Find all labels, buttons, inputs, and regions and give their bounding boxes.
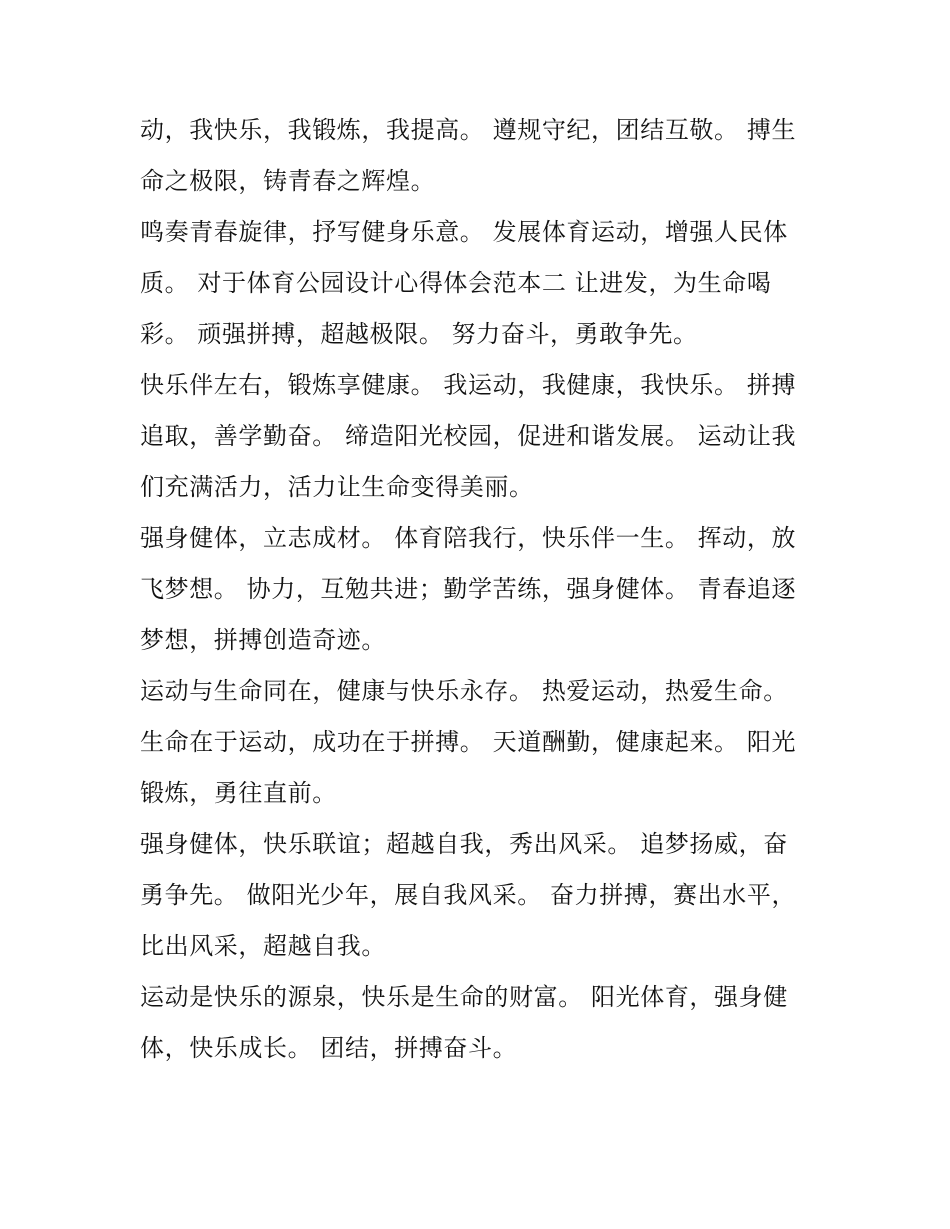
text-line: 强身健体，立志成材。 体育陪我行，快乐伴一生。 挥动，放 [140,524,797,552]
text-line: 追取，善学勤奋。 缔造阳光校园，促进和谐发展。 运动让我 [140,422,797,450]
text-line: 动，我快乐，我锻炼，我提高。 遵规守纪，团结互敬。 搏生 [140,116,797,144]
text-line: 比出风采，超越自我。 [140,932,386,960]
text-line: 彩。 顽强拼搏，超越极限。 努力奋斗，勇敢争先。 [140,320,698,348]
text-line: 运动与生命同在，健康与快乐永存。 热爱运动，热爱生命。 [140,677,788,705]
text-line: 运动是快乐的源泉，快乐是生命的财富。 阳光体育，强身健 [140,983,788,1011]
text-line: 们充满活力，活力让生命变得美丽。 [140,473,534,501]
text-line: 体，快乐成长。 团结，拼搏奋斗。 [140,1034,518,1062]
text-line: 锻炼，勇往直前。 [140,779,337,807]
text-line: 飞梦想。 协力，互勉共进；勤学苦练，强身健体。 青春追逐 [140,575,797,603]
text-line: 强身健体，快乐联谊；超越自我，秀出风采。 追梦扬威，奋 [140,830,788,858]
text-line: 生命在于运动，成功在于拼搏。 天道酬勤，健康起来。 阳光 [140,728,797,756]
text-line: 鸣奏青春旋律，抒写健身乐意。 发展体育运动，增强人民体 [140,218,788,246]
document-body [140,105,810,1074]
text-line: 质。 对于体育公园设计心得体会范本二 让进发，为生命喝 [140,269,772,297]
text-line: 梦想，拼搏创造奇迹。 [140,626,386,654]
text-line: 快乐伴左右，锻炼享健康。 我运动，我健康，我快乐。 拼搏 [140,371,797,399]
text-line: 命之极限，铸青春之辉煌。 [140,167,436,195]
text-line: 勇争先。 做阳光少年，展自我风采。 奋力拼搏，赛出水平， [140,881,797,909]
